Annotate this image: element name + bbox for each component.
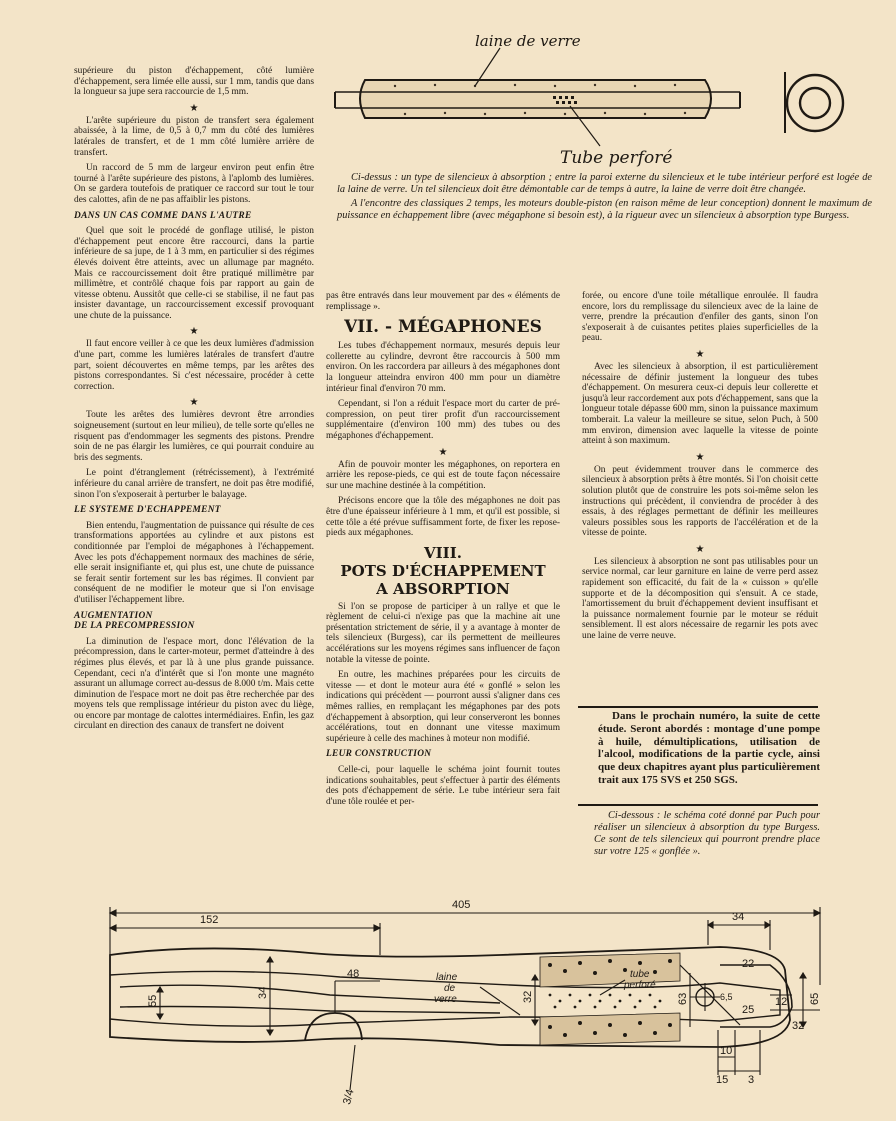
- col1-p9: La diminution de l'espace mort, donc l'élévation de la précompression, dans le carter-moteur, permet d'atteindre à des régimes plus élevés, et par là à une plus grande puissance. Cependant, ceci n'a d'intérêt que si l'on monte une magnéto assurant un allumage correct au-dessus de 8.000 t/m. Mais cette diminution de l'espace mort ne doit pas être recherchée par des moyens tels que remplissage intérieur du piston avec du liège, ou encore par montage de calottes intermédiaires. Enfin, les gaz circulant en direction des canaux de transfert ne doivent: [74, 636, 314, 732]
- col2-p1: pas être entravés dans leur mouvement par des « éléments de remplissage ».: [326, 291, 560, 312]
- section-title-viii: VIII.: [424, 543, 462, 562]
- label-wool-top: laine de verre: [475, 32, 581, 50]
- col1-heading-1: DANS UN CAS COMME DANS L'AUTRE: [74, 210, 252, 221]
- next-issue-text: Dans le prochain numéro, la suite de cette étude. Seront abordés : montage d'une pompe à huile, démultiplications, utilisation de l'alcool, modifications de la partie cycle, ainsi que deux chapitres ayant plus particulièrement trait aux 175 SVS et 250 SGS.: [598, 710, 820, 786]
- dim-32-end: 32: [792, 1020, 805, 1032]
- dim-34-left: 34: [257, 986, 269, 999]
- col3-p3: On peut évidemment trouver dans le commerce des silencieux à absorption prêts à être montés. Si l'on choisit cette solution plutôt que de construire les pots soi-même selon les instructions qui précèdent, il conviendra de procéder à des essais, à des réglages permettant de définir les meilleures valeurs possibles sous les rapports de l'accélération et de la vitesse de pointe.: [582, 464, 818, 539]
- dim-55: 55: [147, 994, 159, 1007]
- dim-total: 405: [452, 899, 471, 911]
- label-wool-c: verre: [434, 994, 457, 1005]
- col1-p3: Un raccord de 5 mm de largeur environ peut enfin être tourné à l'arête supérieure des pistons, à l'aplomb des lumières. On se gardera toutefois de pratiquer ce raccord sur tout le tour des calottes, afin de ne pas affaiblir les pistons.: [74, 163, 314, 205]
- caption-top-p1: Ci-dessus : un type de silencieux à absorption ; entre la paroi externe du silencieux et le tube intérieur perforé est logée de la laine de verre. Un tel silencieux doit être démontable car de temps à autre, la laine de verre doit être changée.: [337, 172, 872, 195]
- col1-p8: Bien entendu, l'augmentation de puissance qui résulte de ces transformations apportées au cylindre et aux pistons est conditionnée par l'emploi de mégaphones à l'échappement. Avec les pots d'échappement normaux des machines de série, elle serait insignifiante et, qui plus est, une chute de puissance se ferait sentir fortement sur les bas régimes. Il convient par conséquent de ne modifier le moteur que si l'on envisage d'utiliser l'échappement libre.: [74, 520, 314, 605]
- dim-34-top: 34: [732, 911, 745, 923]
- section-title-pots: POTS D'ÉCHAPPEMENT: [340, 561, 546, 580]
- separator-star: ★: [189, 102, 199, 114]
- column-3: [582, 291, 818, 647]
- silencer-end-view: [787, 75, 843, 131]
- col2-heading-1: LEUR CONSTRUCTION: [326, 749, 432, 760]
- dim-bottom: 3/4: [341, 1088, 357, 1106]
- caption-top-p2: A l'encontre des classiques 2 temps, les moteurs double-piston (en raison même de leur conception) donnent le maximum de puissance en échappement libre (avec mégaphone si besoin est), à la rigueur avec un silencieux à absorption type Burgess.: [337, 198, 872, 221]
- col3-p4: Les silencieux à absorption ne sont pas utilisables pour un service normal, car leur garniture en laine de verre perd assez rapidement son efficacité, du fait de la « cuisson » qu'elle supporte et de la décomposition qui s'ensuit. A ce stade, l'amortissement du bruit d'échappement devient insuffisant et la puissance normalement fournie par le moteur se réduit sensiblement. Il est alors nécessaire de regarnir les pots avec une laine de verre neuve.: [582, 556, 818, 642]
- separator-star: ★: [189, 326, 199, 338]
- col1-heading-3a: AUGMENTATION: [74, 610, 153, 621]
- caption-top: [337, 172, 872, 224]
- silencer-outer-shell: [360, 80, 711, 118]
- section-title-absorption: A ABSORPTION: [376, 579, 510, 598]
- col1-p5: Il faut encore veiller à ce que les deux lumières d'admission d'une part, comme les lumières latérales de transfert d'autre part, soient découvertes en même temps, par les arêtes des pistons correspondantes. Si c'est nécessaire, procéder à cette correction.: [74, 339, 314, 392]
- dim-32-mid: 32: [522, 990, 534, 1003]
- section-title-megaphones: VII. - MÉGAPHONES: [344, 317, 542, 338]
- dim-65: 65: [809, 992, 821, 1005]
- dim-12: 12: [775, 996, 788, 1008]
- col1-p6: Toute les arêtes des lumières devront être arrondies soigneusement (surtout en leur milieu), de telle sorte qu'elles ne risquent pas d'endommager les segments des pistons. Prendre soin de ne pas élargir les lumières, ce qui pourrait conduire au bris des segments.: [74, 410, 314, 463]
- silencer-schematic: [80, 895, 840, 1115]
- col2-p8: Celle-ci, pour laquelle le schéma joint fournit toutes indications souhaitables, peut s'effectuer à partir des éléments des pots d'échappement de série. Le tube intérieur sera fait d'une tôle roulée et per-: [326, 765, 560, 807]
- col3-p1: forée, ou encore d'une toile métallique enroulée. Il faudra encore, lors du remplissage du silencieux avec de la laine de verre, prendre la précaution d'enfiler des gants, sinon l'on s'exposerait à de cuisantes petites plaies superficielles de la peau.: [582, 291, 818, 344]
- col2-p4: Afin de pouvoir monter les mégaphones, on reportera en arrière les repose-pieds, ce qui est de toute façon nécessaire sur une machine destinée à la compétition.: [326, 459, 560, 491]
- caption-bottom-text: Ci-dessous : le schéma coté donné par Puch pour réaliser un silencieux à absorption du type Burgess. Ce sont de tels silencieux qui pourront prendre place sur votre 125 « gonflée ».: [594, 810, 820, 857]
- caption-bottom: [594, 810, 820, 860]
- label-wool-a: laine: [436, 972, 458, 983]
- separator-star: ★: [695, 543, 705, 555]
- col2-p3: Cependant, si l'on a réduit l'espace mort du carter de pré-compression, on peut tirer profit d'un raccourcissement supplémentaire (d'environ 100 mm) des tubes ou des mégaphones d'échappement.: [326, 399, 560, 441]
- separator-star: ★: [695, 348, 705, 360]
- dim-152: 152: [200, 914, 219, 926]
- col1-p1: supérieure du piston d'échappement, côté lumière d'échappement, sera limée elle aussi, sur 1 mm, tandis que dans la longueur sa jupe sera raccourcie de 1,5 mm.: [74, 66, 314, 98]
- dim-63: 63: [677, 992, 689, 1005]
- label-tube-a: tube: [630, 969, 650, 980]
- col2-p2: Les tubes d'échappement normaux, mesurés depuis leur collerette au cylindre, devront être raccourcis à 500 mm environ. On les raccordera par ailleurs à des mégaphones dont la longueur atteindra environ 400 mm pour un diamètre intérieur final d'environ 70 mm.: [326, 341, 560, 394]
- col2-p5: Précisons encore que la tôle des mégaphones ne doit pas être d'une épaisseur inférieure à 1 mm, et qu'il est possible, si cette tôle a été prévue suffisamment forte, de fixer les repose-pieds aux mégaphones.: [326, 496, 560, 539]
- dim-22: 22: [742, 958, 755, 970]
- col1-p7: Le point d'étranglement (rétrécissement), à l'extrémité inférieure du canal arrière de transfert, ne doit pas être modifié, sinon l'on s'exposerait à perturber le balayage.: [74, 468, 314, 500]
- label-tube-top: Tube perforé: [560, 148, 673, 168]
- label-wool-b: de: [444, 983, 456, 994]
- dim-48: 48: [347, 968, 360, 980]
- note-rule: [578, 706, 818, 708]
- note-rule-bottom: [578, 804, 818, 806]
- label-tube-b: perforé: [624, 980, 656, 991]
- dim-hole: 6,5: [720, 992, 733, 1002]
- col1-p2: L'arête supérieure du piston de transfert sera également abaissée, à la lime, de 0,5 à 0,7 mm du côté des lumières latérales de transfert, et de 1 mm côté lumière arrière de transfert.: [74, 115, 314, 158]
- dim-10: 10: [720, 1045, 733, 1057]
- dim-3: 3: [748, 1074, 755, 1086]
- col1-heading-2: LE SYSTEME D'ECHAPPEMENT: [74, 505, 221, 516]
- col3-p2: Avec les silencieux à absorption, il est particulièrement nécessaire de définir justement la longueur des tubes d'échappement. On mesurera ceux-ci depuis leur collerette et jusqu'à leur raccordement aux pots d'échappement, sans que la longueur totale dépasse 600 mm, sinon la puissance maximum tomberait. La valeur la meilleure se situe, selon Puch, à 500 mm environ, dimension avec laquelle la vitesse de pointe atteint à son maximum.: [582, 361, 818, 447]
- separator-star: ★: [695, 451, 705, 463]
- col2-p7: En outre, les machines préparées pour les circuits de vitesse — et dont le moteur aura été « gonflé » selon les indications qui précèdent — pourront aussi s'aligner dans ces mêmes rallies, en remplaçant les mégaphones par des pots d'échappement à absorption, qui leur conserveront les bonnes accélérations, tout en donnant une vitesse maximum supérieure à celle des machines à moteur non modifié.: [326, 670, 560, 744]
- col2-p6: Si l'on se propose de participer à un rallye et que le règlement de celui-ci n'exige pas que la machine ait une présentation strictement de série, il y a avantage à monter de tels silencieux (Burgess), car ils permettent de meilleures accélérations sur les moyens régimes sans influencer de façon notable la vitesse de pointe.: [326, 601, 560, 665]
- column-2: [326, 291, 560, 812]
- separator-star: ★: [189, 397, 199, 409]
- dim-15: 15: [716, 1074, 729, 1086]
- col1-heading-3b: DE LA PRECOMPRESSION: [74, 621, 195, 632]
- dim-25: 25: [742, 1004, 755, 1016]
- next-issue-note: [598, 710, 820, 787]
- separator-star: ★: [438, 446, 448, 458]
- column-1: [74, 66, 314, 737]
- col1-p4: Quel que soit le procédé de gonflage utilisé, le piston d'échappement peut encore être raccourci, dans la partie inférieure de sa jupe, de 1 à 3 mm, en particulier si des régimes élevés doivent être atteints, avec un allumage par magnéto. Mais ce raccourcissement doit être pratiqué millimètre par millimètre, et contrôlé chaque fois par rapport au gain de vitesse obtenu. Aussitôt que celle-ci se stabilise, il ne faut pas insister davantage, un raccourcissement excessif provoquant une chute de la puissance.: [74, 226, 314, 321]
